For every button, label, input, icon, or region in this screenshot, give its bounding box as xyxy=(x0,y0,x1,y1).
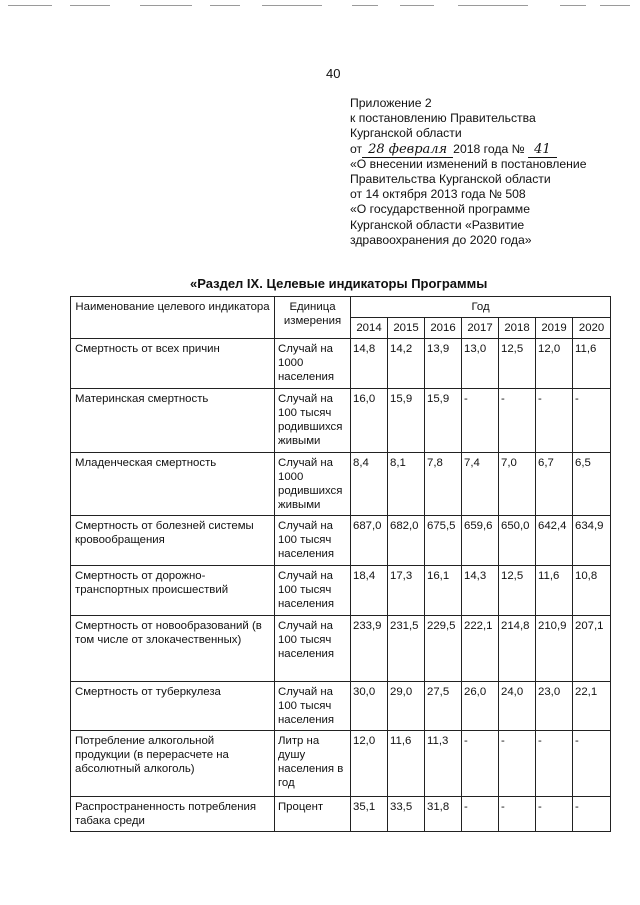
header-year: 2018 xyxy=(499,318,536,339)
indicator-value: 14,3 xyxy=(462,566,499,616)
table-row xyxy=(71,339,611,389)
indicator-value: 231,5 xyxy=(388,616,425,682)
indicator-value: 7,0 xyxy=(499,453,536,516)
indicator-value: 13,0 xyxy=(462,339,499,389)
indicator-value: - xyxy=(573,797,611,832)
indicator-value: 22,1 xyxy=(573,682,611,731)
section-title: «Раздел IX. Целевые индикаторы Программы xyxy=(190,276,488,291)
header-year: 2014 xyxy=(351,318,388,339)
indicator-value: 35,1 xyxy=(351,797,388,832)
appendix-line: Приложение 2 xyxy=(350,96,432,110)
table-row xyxy=(71,453,611,516)
table-header-row xyxy=(71,297,611,318)
header-year: 2015 xyxy=(388,318,425,339)
scan-header-artifacts xyxy=(0,0,640,12)
indicator-value: 33,5 xyxy=(388,797,425,832)
indicator-name: Смертность от туберкулеза xyxy=(71,682,275,731)
indicator-value: 23,0 xyxy=(536,682,573,731)
appendix-line: здравоохранения до 2020 года» xyxy=(350,232,532,247)
indicator-value: 659,6 xyxy=(462,516,499,566)
indicator-value: - xyxy=(462,731,499,797)
indicator-unit: Процент xyxy=(275,797,351,832)
header-year: 2020 xyxy=(573,318,611,339)
indicator-value: 687,0 xyxy=(351,516,388,566)
indicator-value: 12,5 xyxy=(499,566,536,616)
indicator-value: 650,0 xyxy=(499,516,536,566)
indicator-name: Смертность от болезней системы кровообращения xyxy=(71,516,275,566)
appendix-line: Курганской области «Развитие xyxy=(350,217,525,232)
table-row xyxy=(71,731,611,797)
appendix-line: «О внесении изменений в постановление xyxy=(350,156,587,171)
appendix-block xyxy=(350,96,630,248)
indicator-value: - xyxy=(462,389,499,453)
indicator-value: 29,0 xyxy=(388,682,425,731)
indicator-value: 16,1 xyxy=(425,566,462,616)
indicator-value: 8,1 xyxy=(388,453,425,516)
table-row xyxy=(71,682,611,731)
indicator-value: 11,6 xyxy=(536,566,573,616)
header-year: 2016 xyxy=(425,318,462,339)
indicator-value: - xyxy=(536,797,573,832)
indicator-value: 12,0 xyxy=(536,339,573,389)
indicator-value: 233,9 xyxy=(351,616,388,682)
indicator-value: - xyxy=(536,389,573,453)
appendix-line: Курганской области xyxy=(350,126,462,141)
indicator-value: 26,0 xyxy=(462,682,499,731)
indicator-value: 18,4 xyxy=(351,566,388,616)
indicator-value: 7,4 xyxy=(462,453,499,516)
indicator-name: Смертность от дорожно-транспортных происшествий xyxy=(71,566,275,616)
indicator-value: 12,0 xyxy=(351,731,388,797)
indicator-name: Распространенность потребления табака среди xyxy=(71,797,275,832)
indicator-value: 6,7 xyxy=(536,453,573,516)
handwritten-number: 41 xyxy=(528,142,557,158)
appendix-date-line xyxy=(350,142,630,157)
indicator-value: 222,1 xyxy=(462,616,499,682)
indicator-name: Младенческая смертность xyxy=(71,453,275,516)
appendix-line: от 14 октября 2013 года № 508 xyxy=(350,187,526,202)
indicator-name: Материнская смертность xyxy=(71,389,275,453)
indicator-value: 24,0 xyxy=(499,682,536,731)
indicator-unit: Случай на 1000 населения xyxy=(275,339,351,389)
header-name: Наименование целевого индикатора xyxy=(71,297,275,339)
indicator-name: Потребление алкогольной продукции (в перерасчете на абсолютный алкоголь) xyxy=(71,731,275,797)
header-unit: Единица измерения xyxy=(275,297,351,339)
indicator-value: 11,3 xyxy=(425,731,462,797)
indicator-value: 27,5 xyxy=(425,682,462,731)
indicator-value: 14,8 xyxy=(351,339,388,389)
indicator-value: 13,9 xyxy=(425,339,462,389)
indicator-value: 7,8 xyxy=(425,453,462,516)
indicator-value: - xyxy=(573,389,611,453)
header-year-group: Год xyxy=(351,297,611,318)
indicator-value: 210,9 xyxy=(536,616,573,682)
indicator-value: 229,5 xyxy=(425,616,462,682)
handwritten-date: 28 февраля xyxy=(362,142,453,158)
indicator-value: 207,1 xyxy=(573,616,611,682)
table-row xyxy=(71,389,611,453)
indicator-value: 14,2 xyxy=(388,339,425,389)
indicator-value: 675,5 xyxy=(425,516,462,566)
indicator-value: 8,4 xyxy=(351,453,388,516)
appendix-line: «О государственной программе xyxy=(350,202,530,217)
indicator-value: 6,5 xyxy=(573,453,611,516)
table-row xyxy=(71,616,611,682)
appendix-line: Правительства Курганской области xyxy=(350,172,551,187)
date-prefix: от xyxy=(350,141,363,156)
page-number: 40 xyxy=(326,66,341,81)
indicator-value: 682,0 xyxy=(388,516,425,566)
indicator-name: Смертность от всех причин xyxy=(71,339,275,389)
table-row xyxy=(71,516,611,566)
table-row xyxy=(71,566,611,616)
indicator-value: - xyxy=(499,731,536,797)
indicator-unit: Случай на 100 тысяч населения xyxy=(275,682,351,731)
header-year: 2019 xyxy=(536,318,573,339)
indicator-value: 16,0 xyxy=(351,389,388,453)
header-year: 2017 xyxy=(462,318,499,339)
indicator-value: 11,6 xyxy=(573,339,611,389)
indicator-value: 30,0 xyxy=(351,682,388,731)
indicator-value: 214,8 xyxy=(499,616,536,682)
indicator-unit: Случай на 100 тысяч населения xyxy=(275,616,351,682)
indicator-unit: Случай на 100 тысяч родившихся живыми xyxy=(275,389,351,453)
indicator-unit: Литр на душу населения в год xyxy=(275,731,351,797)
indicator-value: - xyxy=(573,731,611,797)
indicator-name: Смертность от новообразований (в том числе от злокачественных) xyxy=(71,616,275,682)
indicator-value: 17,3 xyxy=(388,566,425,616)
date-mid: 2018 года № xyxy=(453,141,525,156)
indicators-table xyxy=(70,296,611,832)
indicator-value: 10,8 xyxy=(573,566,611,616)
appendix-line: к постановлению Правительства xyxy=(350,111,536,126)
indicator-value: - xyxy=(462,797,499,832)
indicator-value: 12,5 xyxy=(499,339,536,389)
indicator-value: - xyxy=(536,731,573,797)
indicator-value: 642,4 xyxy=(536,516,573,566)
indicator-unit: Случай на 100 тысяч населения xyxy=(275,566,351,616)
indicator-value: 15,9 xyxy=(425,389,462,453)
indicator-unit: Случай на 1000 родившихся живыми xyxy=(275,453,351,516)
indicator-value: 15,9 xyxy=(388,389,425,453)
indicator-value: 31,8 xyxy=(425,797,462,832)
indicator-unit: Случай на 100 тысяч населения xyxy=(275,516,351,566)
indicator-value: 11,6 xyxy=(388,731,425,797)
indicator-value: - xyxy=(499,797,536,832)
indicator-value: 634,9 xyxy=(573,516,611,566)
table-row xyxy=(71,797,611,832)
indicator-value: - xyxy=(499,389,536,453)
